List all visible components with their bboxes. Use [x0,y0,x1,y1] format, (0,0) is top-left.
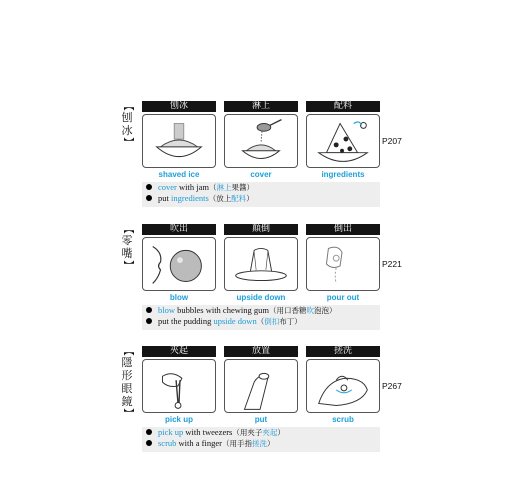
bullet-line: blow bubbles with chewing gum（用口香糖吹泡泡） [142,305,380,316]
pouring-pitcher-icon [306,237,380,291]
column-cover [224,101,298,179]
ice-mound-toppings-icon [306,114,380,168]
column-caption: shaved ice [158,170,200,179]
section-snacks [120,224,402,336]
column-caption: put [254,415,268,424]
example-sentences [142,427,380,452]
column-ingredients [306,101,380,179]
bullet-line: put the pudding upside down（倒扣布丁） [142,316,380,327]
column-caption: ingredients [321,170,365,179]
section-shaved-ice [120,101,402,213]
column-header: 刨冰 [142,101,216,112]
column-caption: cover [250,170,272,179]
column-header: 搓洗 [306,346,380,357]
column-header: 吹出 [142,224,216,235]
bullet-dot-icon [146,440,152,446]
bullet-line: cover with jam（淋上果醬） [142,182,380,193]
column-caption: blow [169,293,189,302]
section-contact-lenses [120,346,402,458]
column-header: 顛倒 [224,224,298,235]
example-sentences [142,182,380,207]
column-caption: pour out [326,293,360,302]
page-number: P267 [382,381,402,391]
side-label-text: 刨 冰 [121,111,133,137]
column-blow [142,224,216,302]
column-caption: pick up [164,415,193,424]
column-caption: upside down [236,293,286,302]
page-number: P207 [382,136,402,146]
shaved-ice-bowl-icon [142,114,216,168]
side-label: 【 零 嘴 】 [121,224,133,270]
column-scrub [306,346,380,424]
column-pour-out [306,224,380,302]
column-header: 配料 [306,101,380,112]
column-shaved-ice [142,101,216,179]
tweezers-hand-icon [142,359,216,413]
column-pick-up [142,346,216,424]
example-sentences [142,305,380,330]
column-header: 夾起 [142,346,216,357]
pouring-spoon-icon [224,114,298,168]
bullet-line: put ingredients（放上配料） [142,193,380,204]
side-label-text: 隱 形 眼 鏡 [121,356,133,408]
palm-scrub-icon [306,359,380,413]
bullet-dot-icon [146,184,152,190]
column-header: 倒出 [306,224,380,235]
blowing-bubble-icon [142,237,216,291]
bullet-dot-icon [146,195,152,201]
side-label: 【 隱 形 眼 鏡 】 [121,346,133,418]
column-header: 淋上 [224,101,298,112]
bullet-line: scrub with a finger（用手指搓洗） [142,438,380,449]
finger-lens-icon [224,359,298,413]
bullet-dot-icon [146,429,152,435]
column-caption: scrub [332,415,354,424]
side-label: 【 刨 冰 】 [121,101,133,147]
page-number: P221 [382,259,402,269]
column-header: 放置 [224,346,298,357]
pudding-plate-icon [224,237,298,291]
bullet-dot-icon [146,318,152,324]
column-put [224,346,298,424]
column-upside-down [224,224,298,302]
bullet-line: pick up with tweezers（用夾子夾起） [142,427,380,438]
bullet-dot-icon [146,307,152,313]
side-label-text: 零 嘴 [121,234,133,260]
